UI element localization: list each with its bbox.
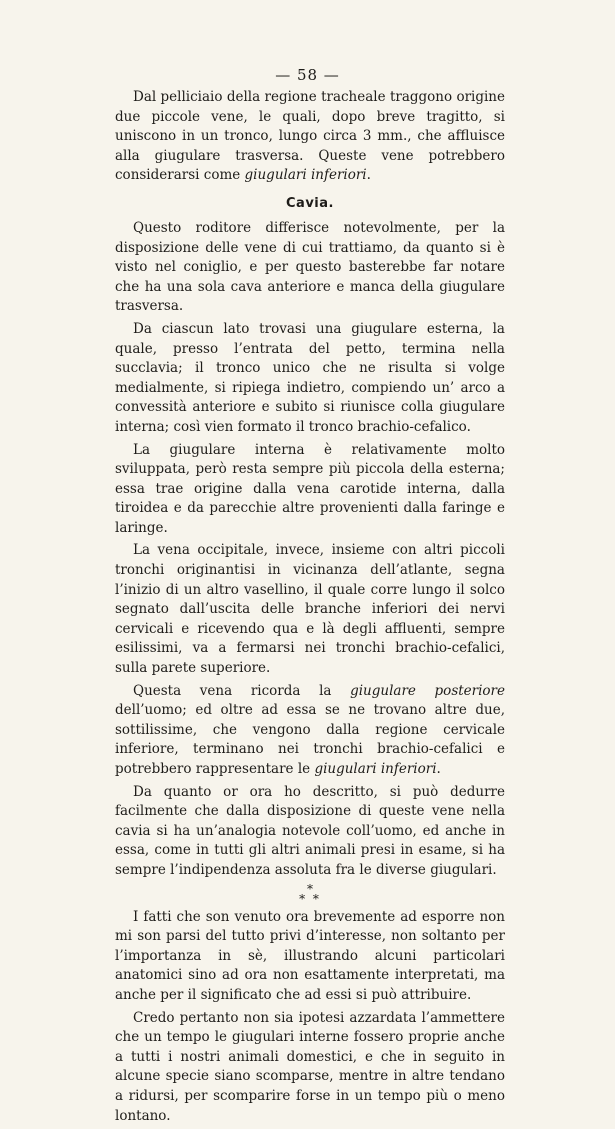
asterism-top: * <box>307 881 313 896</box>
paragraph <box>115 908 505 1006</box>
paragraph <box>115 320 505 438</box>
paragraph-text: Questa vena ricorda la <box>133 682 351 699</box>
paragraph <box>115 441 505 539</box>
paragraph <box>115 783 505 881</box>
paragraph-text: Da ciascun lato trovasi una giugulare esterna, la quale, presso l’entrata del petto, termina nella succlavia; il tronco unico che ne risulta si volge medialmente, si ripiega indietro, compiendo un’ arco a convessità anteriore e subito si riunisce colla giugulare interna; così vien formato il tronco brachio-cefalico. <box>115 320 505 435</box>
paragraph <box>115 682 505 780</box>
paragraph-text: Questo roditore differisce notevolmente, per la disposizione delle vene di cui trattiamo, da quanto si è visto nel coniglio, e per questo basterebbe far notare che ha una sola cava anteriore e manca della giugulare trasversa. <box>115 219 505 315</box>
paragraph-text: Credo pertanto non sia ipotesi azzardata l’ammettere che un tempo le giugulari interne fossero proprie anche a tutti i nostri animali domestici, e che in seguito in alcune specie siano scomparse, mentre in altre tendano a ridursi, per scomparire forse in un tempo più o meno lontano. <box>115 1009 505 1124</box>
italic-term: giugulari inferiori <box>314 761 437 777</box>
paragraph-text: La giugulare interna è relativamente molto sviluppata, però resta sempre più piccola della esterna; essa trae origine dalla vena carotide interna, dalla tiroidea e da parecchie altre provenienti dalla faringe e laringe. <box>115 441 505 536</box>
top-section <box>115 88 505 186</box>
italic-term: giugulari inferiori <box>244 167 367 184</box>
paragraph-text: . <box>436 761 441 777</box>
asterism-divider <box>115 881 505 906</box>
paragraph <box>115 1009 505 1127</box>
page-body <box>115 88 505 1129</box>
paragraph-text: I fatti che son venuto ora brevemente ad esporre non mi son parsi del tutto privi d’interesse, non soltanto per l’importanza in sè, illustrando alcuni particolari anatomici sino ad ora non esattamente interpretati, ma anche per il significato che ad essi si può attribuire. <box>115 908 505 1003</box>
paragraph <box>115 541 505 678</box>
paragraph-text: dell’uomo; ed oltre ad essa se ne trovano altre due, sottilissime, che vengono dalla regione cervicale inferiore, terminano nei tronchi brachio-cefalici e potrebbero rappresentare le <box>115 702 505 777</box>
italic-term: giugulare posteriore <box>350 682 505 699</box>
paragraph-text: La vena occipitale, invece, insieme con altri piccoli tronchi originantisi in vicinanza dell’atlante, segna l’inizio di un altro vasellino, il quale corre lungo il solco segnato dall’uscita delle branche inferiori dei nervi cervicali e ricevendo qua e là degli affluenti, sempre esilissimi, va a fermarsi nei tronchi brachio-cefalici, sulla parete superiore. <box>115 542 505 677</box>
page-number: — 58 — <box>275 66 340 84</box>
paragraph-text: Dal pelliciaio della regione tracheale traggono origine due piccole vene, le quali, dopo breve tragitto, si uniscono in un tronco, lungo circa 3 mm., che affluisce alla giugulare trasversa. Queste vene potrebbero considerarsi come <box>115 89 505 184</box>
conclusion-section <box>115 908 505 1127</box>
paragraph-text: . <box>366 167 371 184</box>
paragraph-text: Da quanto or ora ho descritto, si può dedurre facilmente che dalla disposizione di queste vene nella cavia si ha un’analogia notevole coll’uomo, ed anche in essa, come in tutti gli altri animali presi in esame, si ha sempre l’indipendenza assoluta fra le diverse giugulari. <box>115 783 505 878</box>
paragraph <box>115 219 505 317</box>
paragraph <box>115 88 505 186</box>
cavia-section <box>115 219 505 881</box>
section-heading-cavia: Cavia. <box>286 195 334 211</box>
asterism-bottom: * * <box>299 891 321 906</box>
